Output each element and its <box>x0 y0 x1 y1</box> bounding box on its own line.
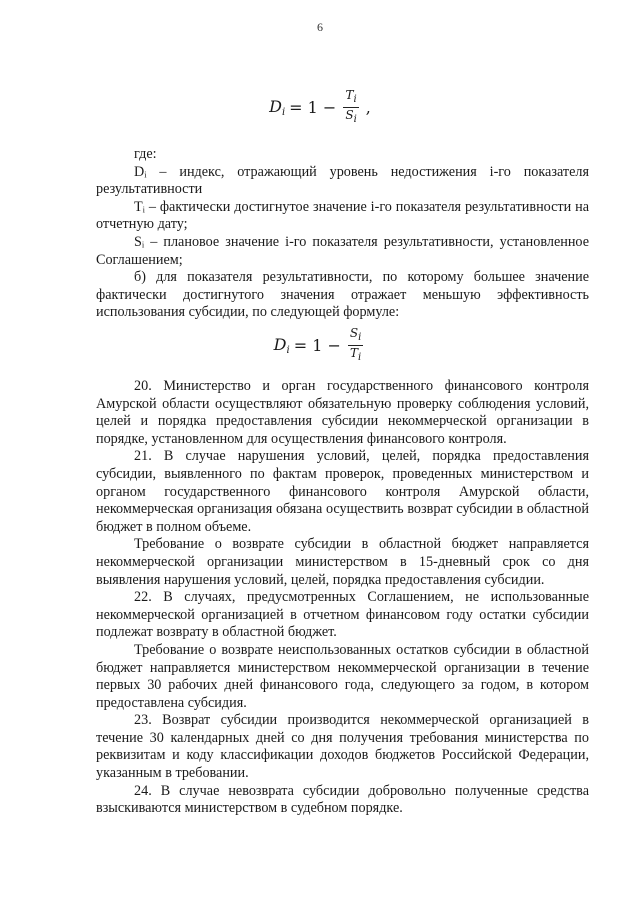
formula-numerator-sub: i <box>353 94 357 105</box>
paragraph: 21. В случае нарушения условий, целей, порядка предоставления субсидии, выявленного по фактам проверок, проведенных министерством и органом государственного финансового контроля Амурской области, некоммерческая организация обязана осуществить возврат субсидии в областной бюджет в полном объеме. <box>96 448 589 535</box>
formula-fraction <box>348 326 363 365</box>
formula-fraction <box>343 88 358 127</box>
paragraph: Требование о возврате неиспользованных остатков субсидии в областной бюджет направляется министерством некоммерческой организации в течение первых 30 рабочих дней финансового года, следующего за годом, в котором предоставлена субсидия. <box>96 641 589 711</box>
formula-di-siti <box>0 326 640 365</box>
formula-trailing-comma: , <box>365 98 371 117</box>
formula-denominator: S <box>345 108 354 122</box>
paragraph: Sᵢ – плановое значение i-го показателя результативности, установленное Соглашением; <box>96 233 589 268</box>
clauses-block <box>96 378 589 818</box>
paragraph: 24. В случае невозврата субсидии добровольно полученные средства взыскиваются министерством в судебном порядке. <box>96 782 589 817</box>
formula-equals: = 1 − <box>289 98 337 117</box>
paragraph: 22. В случаях, предусмотренных Соглашением, не использованные некоммерческой организацией в отчетном финансовом году остатки субсидии подлежат возврату в областной бюджет. <box>96 589 589 641</box>
definitions-block <box>96 146 589 322</box>
formula-di-tisi <box>0 88 640 127</box>
formula-lhs: D <box>269 97 282 116</box>
paragraph: 20. Министерство и орган государственного финансового контроля Амурской области осуществляют обязательную проверку соблюдения условий, целей и порядка предоставления субсидии некоммерческой организации в порядке, установленном для осуществления финансового контроля. <box>96 378 589 447</box>
formula-numerator: T <box>345 88 354 102</box>
formula-lhs-sub: i <box>281 107 286 118</box>
page-number: 6 <box>317 20 323 34</box>
formula-denominator-sub: i <box>353 114 357 125</box>
formula-lhs-sub: i <box>286 345 290 356</box>
formula-numerator-sub: i <box>358 332 362 343</box>
formula-denominator: T <box>349 346 358 360</box>
formula-denominator-sub: i <box>358 352 362 363</box>
formula-lhs: D <box>273 335 287 354</box>
paragraph: б) для показателя результативности, по которому большее значение фактически достигнутого значения отражает меньшую эффективность использования субсидии, по следующей формуле: <box>96 269 589 321</box>
formula-equals: = 1 − <box>293 336 341 355</box>
formula-numerator: S <box>349 326 359 340</box>
paragraph: где: <box>134 146 157 162</box>
paragraph: Tᵢ – фактически достигнутое значение i-го показателя результативности на отчетную дату; <box>96 198 589 233</box>
paragraph: 23. Возврат субсидии производится некоммерческой организацией в течение 30 календарных дней со дня получения требования министерства по реквизитам и коду классификации доходов бюджетов Российской Федерации, указанным в требовании. <box>96 712 589 782</box>
paragraph: Требование о возврате субсидии в областной бюджет направляется некоммерческой организации министерством в 15-дневный срок со дня выявления нарушения условий, целей, порядка предоставления субсидии. <box>96 536 589 588</box>
paragraph: Dᵢ – индекс, отражающий уровень недостижения i-го показателя результативности <box>96 163 589 198</box>
